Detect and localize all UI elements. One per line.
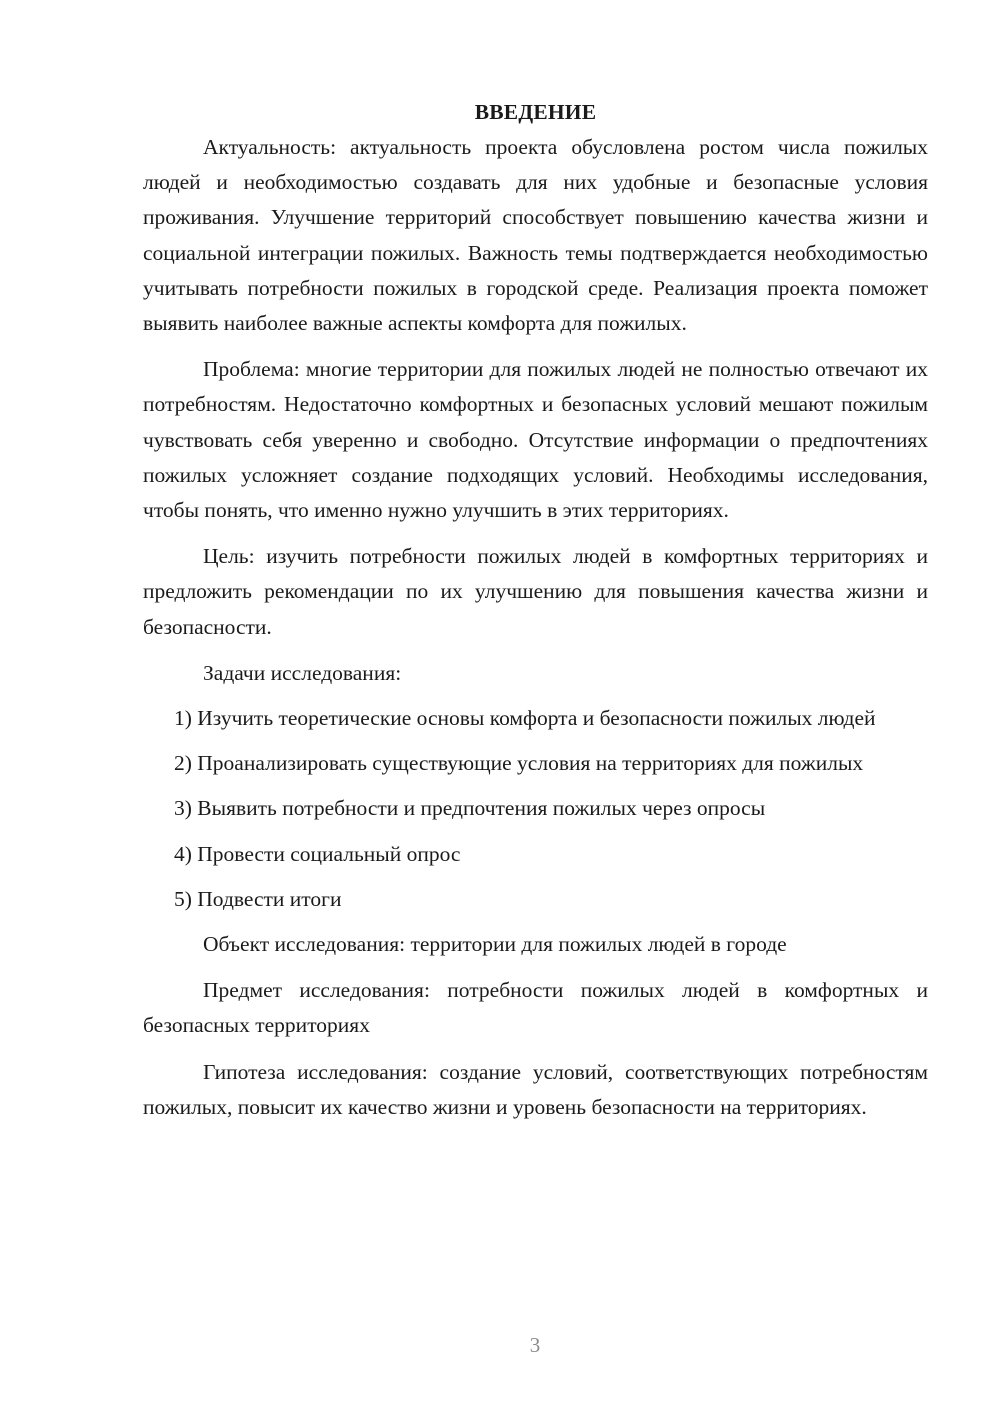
task-item-1: 1) Изучить теоретические основы комфорта и безопасности пожилых людей — [174, 706, 876, 731]
paragraph-goal: Цель: изучить потребности пожилых людей в комфортных территориях и предложить рекомендации по их улучшению для повышения качества жизни и безопасности. — [143, 544, 928, 639]
page-title: ВВЕДЕНИЕ — [474, 100, 597, 124]
paragraph-object: Объект исследования: территории для пожилых людей в городе — [203, 932, 787, 957]
task-item-2: 2) Проанализировать существующие условия на территориях для пожилых — [174, 751, 864, 776]
task-item-5: 5) Подвести итоги — [174, 886, 342, 911]
task-item-4: 4) Провести социальный опрос — [174, 841, 461, 866]
paragraph-hypothesis: Гипотеза исследования: создание условий, соответствующих потребностям пожилых, повысит их качество жизни и уровень безопасности на территориях. — [143, 1059, 928, 1119]
paragraph-problem: Проблема: многие территории для пожилых людей не полностью отвечают их потребностям. Недостаточно комфортных и безопасных условий мешают пожилым чувствовать себя уверенно и свободно. Отсутствие информации о предпочтениях пожилых усложняет создание подходящих условий. Необходимы исследования, чтобы понять, что именно нужно улучшить в этих территориях. — [143, 357, 928, 523]
page-number: 3 — [529, 1333, 541, 1357]
page-content — [143, 95, 928, 1136]
paragraph-subject: Предмет исследования: потребности пожилых людей в комфортных и безопасных территориях — [143, 978, 928, 1038]
task-item-3: 3) Выявить потребности и предпочтения пожилых через опросы — [174, 796, 766, 821]
tasks-heading: Задачи исследования: — [203, 660, 402, 685]
paragraph-relevance: Актуальность: актуальность проекта обусловлена ростом числа пожилых людей и необходимостью создавать для них удобные и безопасные условия проживания. Улучшение территорий способствует повышению качества жизни и социальной интеграции пожилых. Важность темы подтверждается необходимостью учитывать потребности пожилых в городской среде. Реализация проекта поможет выявить наиболее важные аспекты комфорта для пожилых. — [143, 135, 928, 336]
